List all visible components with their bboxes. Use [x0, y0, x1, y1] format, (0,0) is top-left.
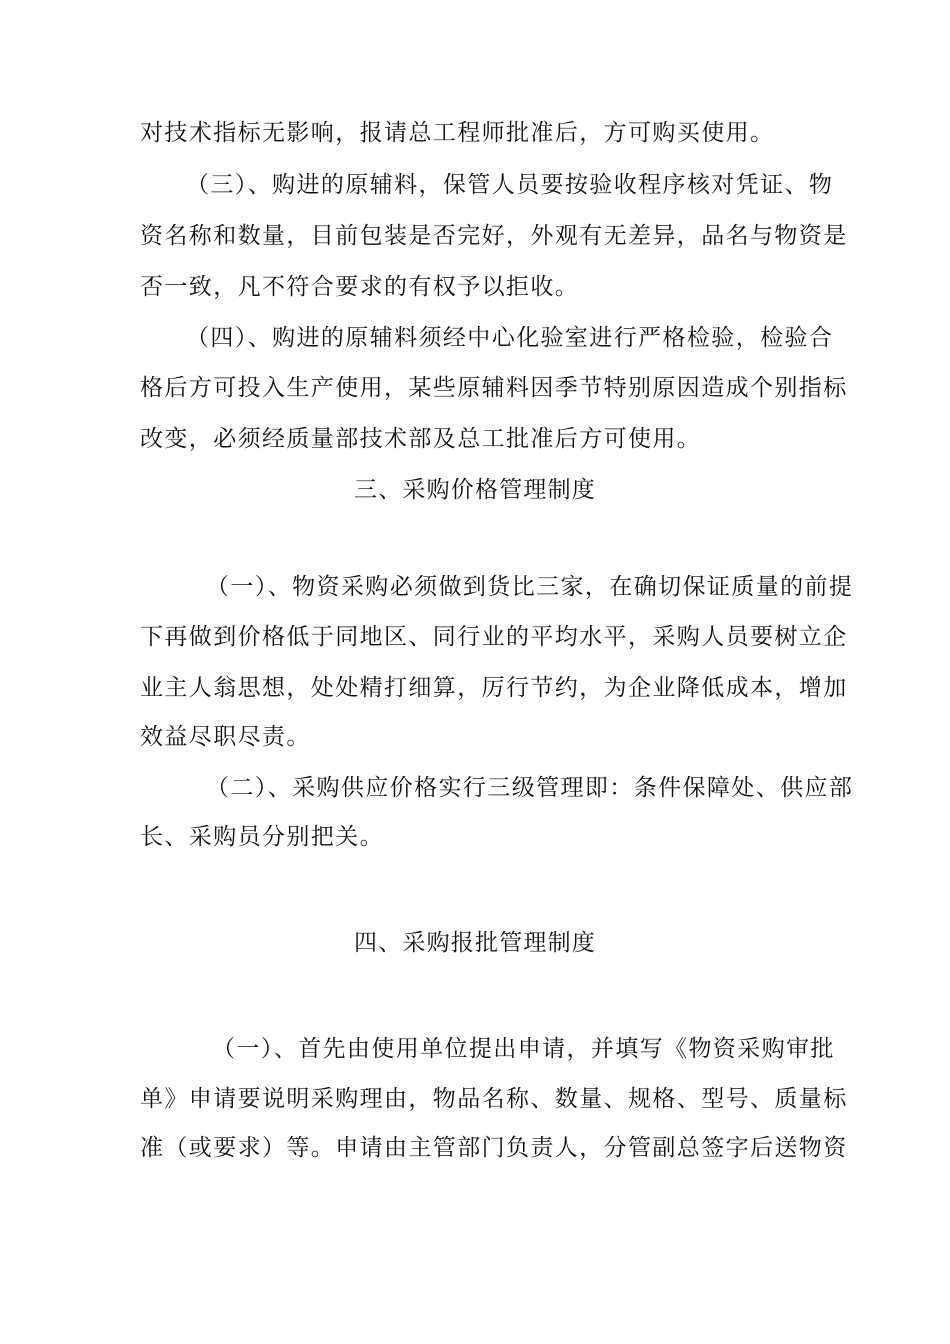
paragraph-line: （一）、物资采购必须做到货比三家，在确切保证质量的前提 [206, 574, 854, 600]
paragraph-line: （一）、首先由使用单位提出申请，并填写《物资采购审批 [212, 1036, 835, 1062]
paragraph-line: （三）、购进的原辅料，保管人员要按验收程序核对凭证、物 [186, 172, 834, 198]
paragraph-line: （二）、采购供应价格实行三级管理即：条件保障处、供应部 [206, 775, 854, 801]
paragraph-line: 改变，必须经质量部技术部及总工批准后方可使用。 [140, 426, 702, 452]
paragraph-line: 效益尽职尽责。 [140, 724, 311, 750]
paragraph-line: 下再做到价格低于同地区、同行业的平均水平，采购人员要树立企 [140, 624, 848, 650]
paragraph-line: 资名称和数量，目前包装是否完好，外观有无差异，品名与物资是 [140, 223, 848, 249]
paragraph-line: （四）、购进的原辅料须经中心化验室进行严格检验，检验合 [186, 325, 834, 351]
paragraph-line: 否一致，凡不符合要求的有权予以拒收。 [140, 274, 580, 300]
paragraph-line: 格后方可投入生产使用，某些原辅料因季节特别原因造成个别指标 [140, 375, 848, 401]
paragraph-line: 对技术指标无影响，报请总工程师批准后，方可购买使用。 [140, 120, 775, 146]
paragraph-line: 准（或要求）等。申请由主管部门负责人，分管副总签字后送物资 [140, 1135, 848, 1161]
paragraph-line: 单》申请要说明采购理由，物品名称、数量、规格、型号、质量标 [140, 1086, 848, 1112]
paragraph-line: 业主人翁思想，处处精打细算，厉行节约，为企业降低成本，增加 [140, 675, 848, 701]
section-heading: 三、采购价格管理制度 [354, 477, 596, 503]
section-heading: 四、采购报批管理制度 [354, 930, 596, 956]
paragraph-line: 长、采购员分别把关。 [140, 824, 384, 850]
